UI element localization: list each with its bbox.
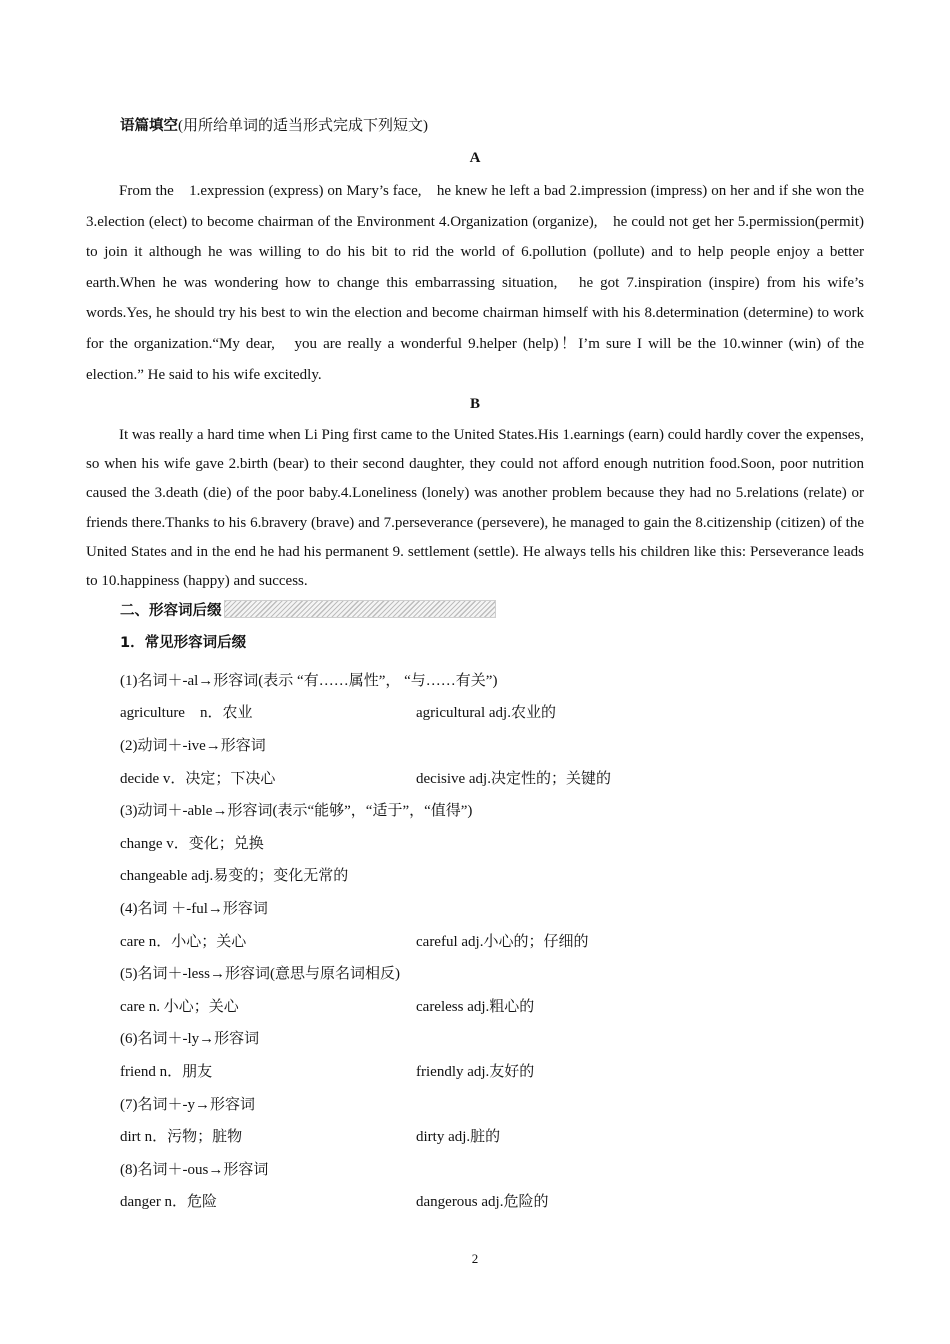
rule-row [120, 859, 820, 892]
hatched-divider [224, 600, 496, 618]
rule-row [120, 891, 820, 924]
suffix-rules-list [120, 663, 820, 1217]
rule-left: friend n．朋友 [120, 1063, 213, 1080]
exercise-heading-instruction: (用所给单词的适当形式完成下列短文) [178, 118, 428, 134]
rule-left: (5)名词＋-less→形容词(意思与原名词相反) [120, 966, 400, 983]
rule-row [120, 663, 820, 696]
rule-left: change v．变化；兑换 [120, 835, 264, 852]
rule-left: care n. 小心；关心 [120, 998, 239, 1015]
subsection-title: 1．常见形容词后缀 [120, 635, 247, 651]
rule-right: dangerous adj.危险的 [416, 1194, 549, 1211]
section-title-row [120, 598, 496, 620]
rule-left: dirt n．污物；脏物 [120, 1129, 243, 1146]
rule-row [120, 1185, 820, 1218]
exercise-heading [120, 116, 428, 136]
rule-right: decisive adj.决定性的；关键的 [416, 770, 611, 787]
rule-left: changeable adj.易变的；变化无常的 [120, 868, 349, 885]
section-b-paragraph: It was really a hard time when Li Ping first came to the United States.His 1.earnings (earn) could hardly cover the expenses, so when his wife gave 2.birth (bear) to their second daughter, they could not afford enough nutrition food.Soon, poor nutrition caused the 3.death (die) of the poor baby.4.Loneliness (lonely) was another problem because they had no 5.relations (relate) or friends there.Thanks to his 6.bravery (brave) and 7.perseverance (persevere), he managed to gain the 8.citizenship (citizen) of the United States and in the end he had his permanent 9. settlement (settle). He always tells his children like this: Perseverance leads to 10.happiness (happy) and success. [86, 427, 864, 590]
rule-row [120, 1087, 820, 1120]
rule-right: friendly adj.友好的 [416, 1063, 535, 1080]
rule-left: care n．小心；关心 [120, 933, 247, 950]
rule-row [120, 1119, 820, 1152]
rule-left: (2)动词＋-ive→形容词 [120, 737, 266, 754]
rule-row [120, 1152, 820, 1185]
rule-row [120, 1022, 820, 1055]
rule-right: dirty adj.脏的 [416, 1129, 501, 1146]
rule-left: (7)名词＋-y→形容词 [120, 1096, 255, 1113]
rule-left: (3)动词＋-able→形容词(表示“能够”，“适于”，“值得”) [120, 803, 473, 820]
rule-row [120, 989, 820, 1022]
section-title: 二、形容词后缀 [120, 602, 222, 619]
rule-left: (1)名词＋-al→形容词(表示 “有……属性”， “与……有关”) [120, 672, 498, 689]
rule-left: (8)名词＋-ous→形容词 [120, 1161, 269, 1178]
section-a-paragraph: From the 1.expression (express) on Mary’s face, he knew he left a bad 2.impression (impress) on her and if she won the 3.election (elect) to become chairman of the Environment 4.Organization (organize), he could not get her 5.permission(permit) to join it although he was willing to do his bit to rid the world of 6.pollution (pollute) and to help people enjoy a better earth.When he was wondering how to change this embarrassing situation, he got 7.inspiration (inspire) from his wife’s words.Yes, he should try his best to win the election and become chairman himself with his 8.determination (determine) to work for the organization.“My dear, you are really a wonderful 9.helper (help)！I’m sure I will be the 10.winner (win) of the election.” He said to his wife excitedly. [86, 183, 864, 383]
rule-right: agricultural adj.农业的 [416, 705, 556, 722]
rule-left: (6)名词＋-ly→形容词 [120, 1031, 260, 1048]
rule-left: danger n．危险 [120, 1194, 218, 1211]
rule-right: careful adj.小心的；仔细的 [416, 933, 589, 950]
rule-left: (4)名词 ＋-ful→形容词 [120, 900, 268, 917]
rule-row [120, 793, 820, 826]
exercise-heading-bold: 语篇填空 [120, 118, 178, 134]
section-a-label: A [469, 150, 481, 166]
rule-row [120, 761, 820, 794]
section-b-label: B [469, 396, 480, 412]
rule-row [120, 728, 820, 761]
rule-left: decide v．决定；下决心 [120, 770, 276, 787]
rule-row [120, 924, 820, 957]
rule-row [120, 696, 820, 729]
rule-row [120, 1054, 820, 1087]
rule-row [120, 826, 820, 859]
rule-right: careless adj.粗心的 [416, 998, 535, 1015]
rule-left: agriculture n．农业 [120, 705, 253, 722]
rule-row [120, 956, 820, 989]
page-number: 2 [471, 1251, 479, 1266]
